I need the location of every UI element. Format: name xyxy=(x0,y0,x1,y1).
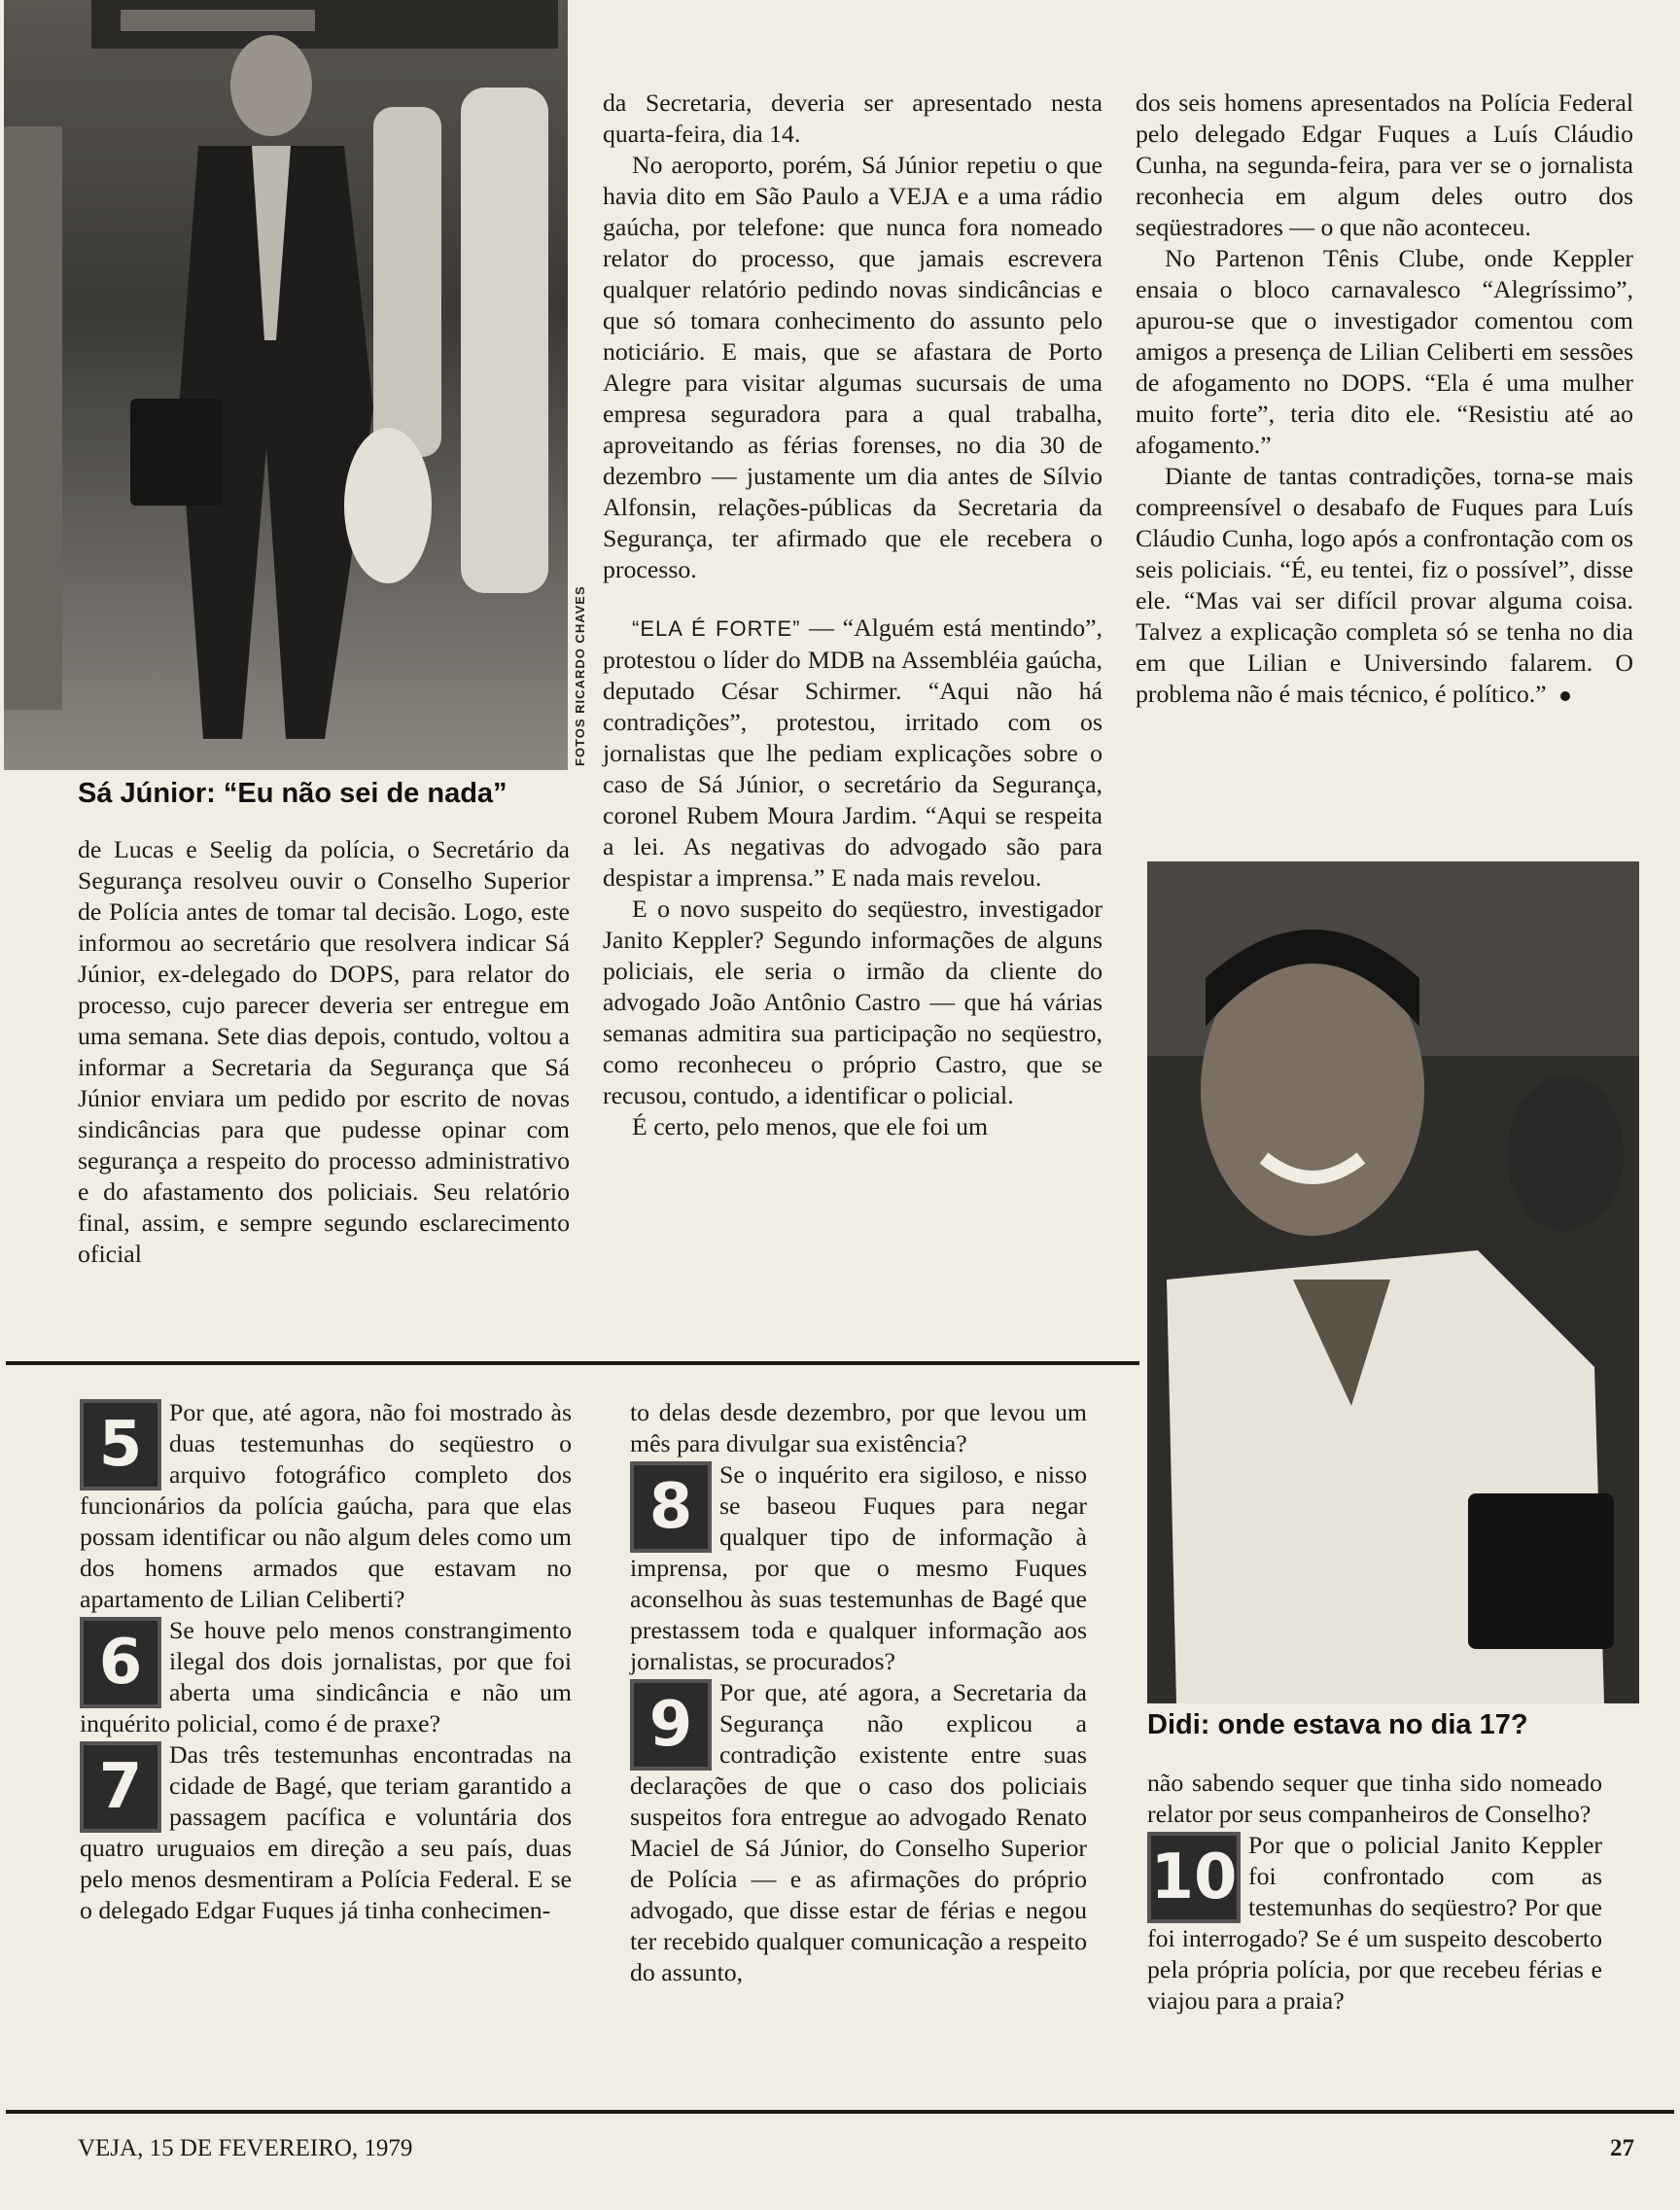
photo-sa-junior xyxy=(4,0,568,770)
question-text: Por que, até agora, não foi mostrado às duas testemunhas do seqüestro o arquivo fotográfico completo dos funcionários da polícia gaúcha, para que elas possam identificar ou não algum deles como um dos homens armados que estavam no apartamento de Lilian Celiberti? xyxy=(80,1398,572,1613)
question-text: Por que, até agora, a Secretaria da Segurança não explicou a contradição existente entre suas declarações de que o caso dos policiais suspeitos fora entregue ao advogado Renato Maciel de Sá Júnior, do Conselho Superior de Polícia — e as afirmações do próprio advogado, que disse estar de férias e negou ter recebido qualquer comunicação a respeito do assunto, xyxy=(630,1678,1087,1986)
question-7-continued: to delas desde dezembro, por que levou um mês para divulgar sua existência? xyxy=(630,1398,1087,1457)
questions-column-2 xyxy=(630,1397,1087,1988)
paragraph: É certo, pelo menos, que ele foi um xyxy=(632,1112,989,1140)
paragraph-text: — “Alguém está mentindo”, protestou o líder do MDB na Assembléia gaúcha, deputado César Schirmer. “Aqui não há contradições”, protestou, irritado com os jornalistas que lhe pediam explicações sobre o caso de Sá Júnior, o secretário da Segurança, coronel Rubem Moura Jardim. “Aqui se respeita a lei. As negativas do advogado são para despistar a imprensa.” E nada mais revelou. xyxy=(603,614,1102,892)
question-number-5: 5 xyxy=(80,1399,161,1491)
article-column-2 xyxy=(603,88,1102,1142)
questions-column-1 xyxy=(80,1397,572,1926)
paragraph: No Partenon Tênis Clube, onde Keppler ensaia o bloco carnavalesco “Alegríssimo”, apurou-se que o investigador comentou com amigos a presença de Lilian Celiberti em sessões de afogamento no DOPS. “Ela é uma mulher muito forte”, teria dito ele. “Resistiu até ao afogamento.” xyxy=(1136,244,1633,459)
question-7 xyxy=(80,1739,572,1926)
paragraph xyxy=(1136,461,1633,710)
photo-caption-didi: Didi: onde estava no dia 17? xyxy=(1147,1709,1528,1740)
footer-divider xyxy=(6,2110,1674,2114)
question-number-6: 6 xyxy=(80,1617,161,1708)
section-divider xyxy=(6,1361,1139,1365)
page-number: 27 xyxy=(1610,2135,1634,2161)
photo-didi-image xyxy=(1147,861,1639,1703)
question-9-continued: não sabendo sequer que tinha sido nomeado relator por seus companheiros de Conselho? xyxy=(1147,1769,1602,1828)
article-column-1 xyxy=(78,834,570,1270)
question-5 xyxy=(80,1397,572,1615)
subhead: “ELA É FORTE” xyxy=(632,616,801,641)
end-mark xyxy=(1560,691,1570,701)
paragraph: da Secretaria, deveria ser apresentado nesta quarta-feira, dia 14. xyxy=(603,88,1102,148)
question-number-8: 8 xyxy=(630,1461,712,1553)
question-6 xyxy=(80,1615,572,1739)
photo-sa-junior-image xyxy=(4,0,568,770)
question-10 xyxy=(1147,1830,1602,2017)
question-text: Por que o policial Janito Keppler foi confrontado com as testemunhas do seqüestro? Por que foi interrogado? Se é um suspeito descoberto pela própria polícia, por que recebeu férias e viajou para a praia? xyxy=(1147,1831,1602,2015)
photo-credit: FOTOS RICARDO CHAVES xyxy=(573,585,587,766)
questions-column-3 xyxy=(1147,1768,1602,2017)
question-9 xyxy=(630,1677,1087,1988)
paragraph: dos seis homens apresentados na Polícia Federal pelo delegado Edgar Fuques a Luís Cláudio Cunha, na segunda-feira, para ver se o jornalista reconhecia em algum deles outro dos seqüestradores — o que não aconteceu. xyxy=(1136,88,1633,241)
article-column-3 xyxy=(1136,88,1633,710)
photo-caption-sa-junior: Sá Júnior: “Eu não sei de nada” xyxy=(78,778,508,809)
subhead-paragraph xyxy=(603,613,1102,894)
question-8 xyxy=(630,1459,1087,1677)
paragraph: No aeroporto, porém, Sá Júnior repetiu o que havia dito em São Paulo a VEJA e a uma rádio gaúcha, por telefone: que nunca fora nomeado relator do processo, que jamais escrevera qualquer relatório pedindo novas sindicâncias e que só tomara conhecimento do assunto pelo noticiário. E mais, que se afastara de Porto Alegre para visitar algumas sucursais de uma empresa seguradora para a qual trabalha, aproveitando as férias forenses, no dia 30 de dezembro — justamente um dia antes de Sílvio Alfonsin, relações-públicas da Secretaria da Segurança, ter afirmado que ele recebera o processo. xyxy=(603,151,1102,583)
question-text: Se o inquérito era sigiloso, e nisso se baseou Fuques para negar qualquer tipo de informação à imprensa, por que o mesmo Fuques aconselhou às suas testemunhas de Bagé que prestassem toda e qualquer informação aos jornalistas, se procurados? xyxy=(630,1460,1087,1675)
question-text: Das três testemunhas encontradas na cidade de Bagé, que teriam garantido a passagem pacífica e voluntária dos quatro uruguaios em direção a seu país, duas pelo menos desmentiram a Polícia Federal. E se o delegado Edgar Fuques já tinha conhecimen- xyxy=(80,1740,572,1924)
photo-didi xyxy=(1147,861,1639,1703)
question-text: Se houve pelo menos constrangimento ilegal dos dois jornalistas, por que foi aberta uma sindicância e não um inquérito policial, como é de praxe? xyxy=(80,1616,572,1737)
question-number-7: 7 xyxy=(80,1741,161,1833)
paragraph: E o novo suspeito do seqüestro, investigador Janito Keppler? Segundo informações de alguns policiais, ele seria o irmão da cliente do advogado João Antônio Castro — que há várias semanas admitira sua participação no seqüestro, como reconheceu o próprio Castro, que se recusou, contudo, a identificar o policial. xyxy=(603,895,1102,1109)
footer-issue-date: VEJA, 15 DE FEVEREIRO, 1979 xyxy=(78,2135,413,2161)
paragraph-text: Diante de tantas contradições, torna-se mais compreensível o desabafo de Fuques para Luís Cláudio Cunha, logo após a confrontação com os seis policiais. “É, eu tentei, fiz o possível”, disse ele. “Mas vai ser difícil provar alguma coisa. Talvez a explicação completa só se tenha no dia em que Lilian e Universindo falarem. O problema não é mais técnico, é político.” xyxy=(1136,462,1633,708)
paragraph: de Lucas e Seelig da polícia, o Secretário da Segurança resolveu ouvir o Conselho Superior de Polícia antes de tomar tal decisão. Logo, este informou ao secretário que resolvera indicar Sá Júnior, ex-delegado do DOPS, para relator do processo, cujo parecer deveria ser entregue em uma semana. Sete dias depois, contudo, voltou a informar a Secretaria da Segurança que Sá Júnior enviara um pedido por escrito de novas sindicâncias para que pudesse opinar com segurança a respeito do processo administrativo e do afastamento dos policiais. Seu relatório final, assim, e sempre segundo esclarecimento oficial xyxy=(78,835,570,1268)
question-number-9: 9 xyxy=(630,1679,712,1771)
question-number-10: 10 xyxy=(1147,1832,1241,1923)
